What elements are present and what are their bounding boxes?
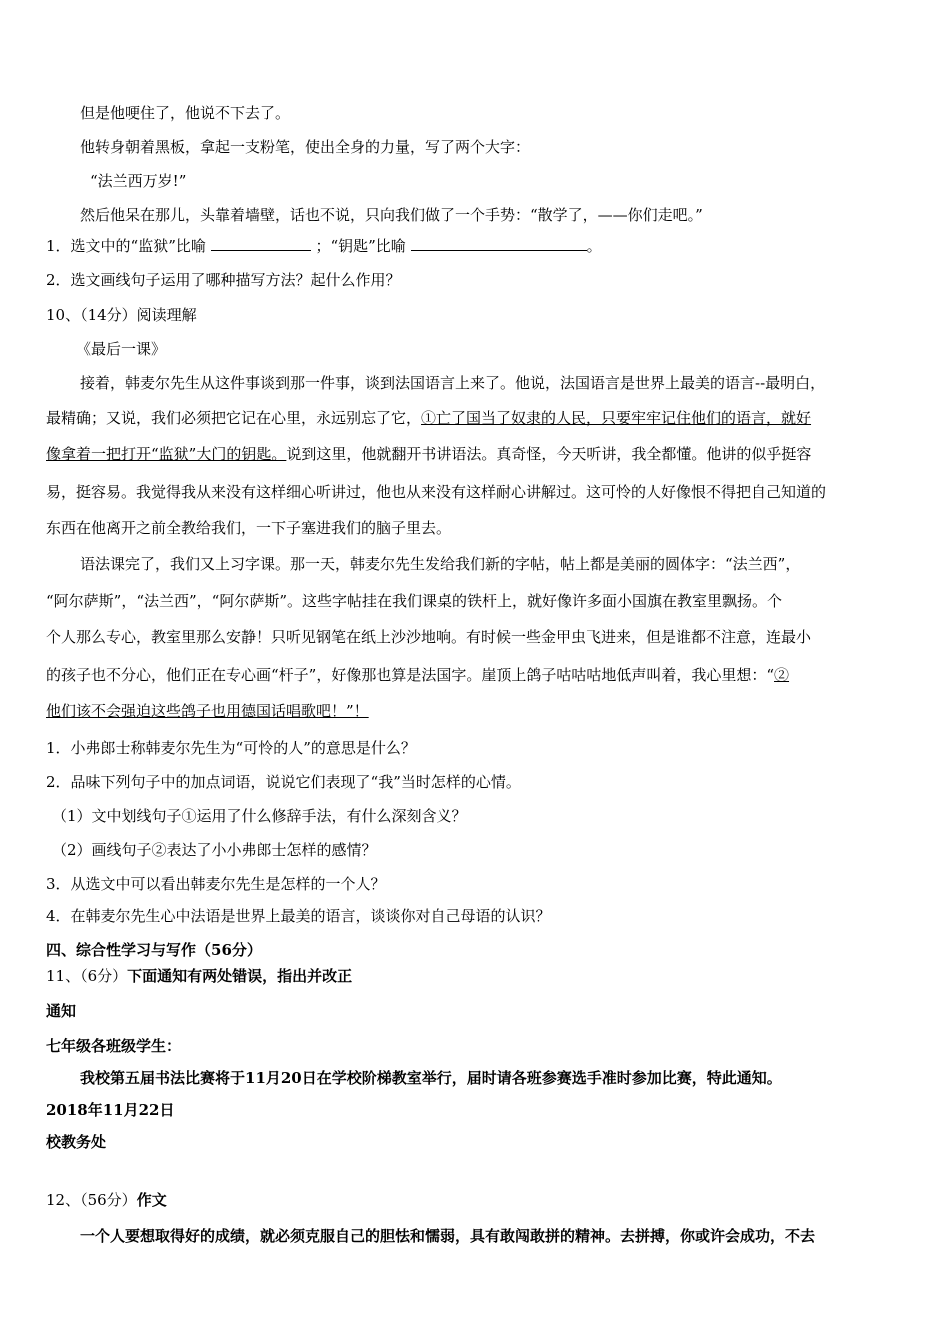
question-10-item: （2）画线句子②表达了小小弗郎士怎样的感情？ xyxy=(52,841,377,859)
question-10-item: （1）文中划线句子①运用了什么修辞手法，有什么深刻含义？ xyxy=(52,807,467,825)
underlined-sentence-1: ①亡了国当了奴隶的人民，只要牢牢记住他们的语言，就好 xyxy=(421,409,812,427)
question-10-item: 1．小弗郎士称韩麦尔先生为“可怜的人”的意思是什么？ xyxy=(46,739,416,757)
question-9-2: 2．选文画线句子运用了哪种描写方法？起什么作用？ xyxy=(46,271,401,289)
notice-date: 2018年11月22日 xyxy=(46,1101,175,1119)
underlined-sentence-1: 像拿着一把打开“监狱”大门的钥匙。 xyxy=(46,445,287,463)
text-line: 但是他哽住了，他说不下去了。 xyxy=(80,104,291,122)
paragraph-line xyxy=(46,701,369,721)
paragraph-line: 语法课完了，我们又上习字课。那一天，韩麦尔先生发给我们新的字帖，帖上都是美丽的圆体字：“法兰西”， xyxy=(80,555,801,573)
text-line: 他转身朝着黑板，拿起一支粉笔，使出全身的力量，写了两个大字： xyxy=(80,138,531,156)
paragraph-line: 的孩子也不分心，他们正在专心画“杆子”，好像那也算是法国字。崖顶上鸽子咕咕咕地低声叫着，我心里想：“② xyxy=(46,666,790,684)
question-9-1 xyxy=(46,236,602,256)
text-line: “法兰西万岁!” xyxy=(90,172,187,190)
notice-body: 我校第五届书法比赛将于11月20日在学校阶梯教室举行，届时请各班参赛选手准时参加比赛，特此通知。 xyxy=(80,1069,782,1087)
question-10-item: 2．品味下列句子中的加点词语，说说它们表现了“我”当时怎样的心情。 xyxy=(46,773,521,791)
question-text: 1．选文中的“监狱”比喻 xyxy=(46,237,206,255)
answer-blank[interactable] xyxy=(411,236,587,251)
text-line: 然后他呆在那儿，头靠着墙壁，话也不说，只向我们做了一个手势：“散学了，——你们走吧。” xyxy=(80,206,703,224)
paragraph-line: “阿尔萨斯”，“法兰西”，“阿尔萨斯”。这些字帖挂在我们课桌的铁杆上，就好像许多面小国旗在教室里飘扬。个 xyxy=(46,592,783,610)
article-title: 《最后一课》 xyxy=(76,340,167,358)
paragraph-line: 个人那么专心，教室里那么安静！只听见钢笔在纸上沙沙地响。有时候一些金甲虫飞进来，但是谁都不注意，连最小 xyxy=(46,628,812,646)
answer-blank[interactable] xyxy=(211,236,311,251)
question-10-heading: 10、（14分）阅读理解 xyxy=(46,306,197,324)
notice-title: 通知 xyxy=(46,1002,77,1020)
paragraph-line: 最精确；又说，我们必须把它记在心里，永远别忘了它，①亡了国当了奴隶的人民，只要牢牢记住他们的语言，就好 xyxy=(46,409,812,427)
question-10-item: 4．在韩麦尔先生心中法语是世界上最美的语言，谈谈你对自己母语的认识？ xyxy=(46,907,551,925)
question-11: 11、（6分）下面通知有两处错误，指出并改正 xyxy=(46,967,353,985)
underlined-sentence-2: 他们该不会强迫这些鸽子也用德国话唱歌吧！”！ xyxy=(46,702,369,720)
question-text: ；“钥匙”比喻 xyxy=(315,237,406,255)
essay-prompt: 一个人要想取得好的成绩，就必须克服自己的胆怯和懦弱，具有敢闯敢拼的精神。去拼搏，你或许会成功，不去 xyxy=(80,1227,816,1245)
notice-recipient: 七年级各班级学生： xyxy=(46,1037,182,1055)
section-heading: 四、综合性学习与写作（56分） xyxy=(46,941,262,959)
question-12: 12、（56分）作文 xyxy=(46,1191,167,1209)
question-10-item: 3．从选文中可以看出韩麦尔先生是怎样的一个人？ xyxy=(46,875,386,893)
paragraph-line: 像拿着一把打开“监狱”大门的钥匙。说到这里，他就翻开书讲语法。真奇怪，今天听讲，我全都懂。他讲的似乎挺容 xyxy=(46,445,812,463)
underlined-sentence-2: ② xyxy=(774,666,790,684)
paragraph-line: 东西在他离开之前全教给我们，一下子塞进我们的脑子里去。 xyxy=(46,519,452,537)
notice-signature: 校教务处 xyxy=(46,1133,107,1151)
paragraph-line: 易，挺容易。我觉得我从来没有这样细心听讲过，他也从来没有这样耐心讲解过。这可怜的人好像恨不得把自己知道的 xyxy=(46,483,827,501)
paragraph-line: 接着，韩麦尔先生从这件事谈到那一件事，谈到法国语言上来了。他说，法国语言是世界上最美的语言--最明白， xyxy=(80,374,826,392)
question-text: 。 xyxy=(586,237,602,255)
